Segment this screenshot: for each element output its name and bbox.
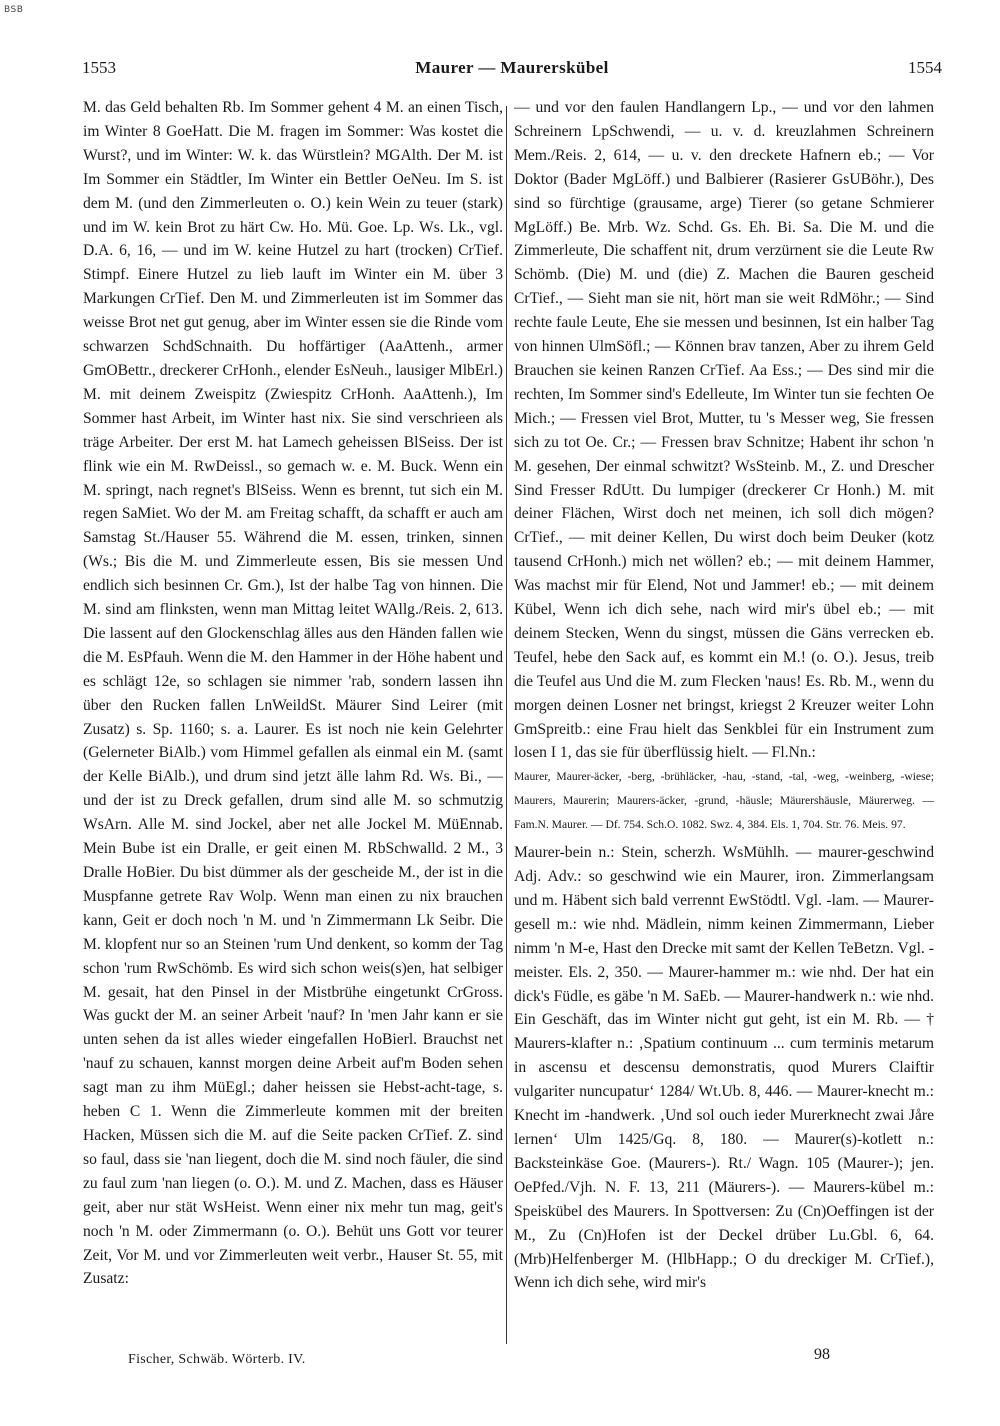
- column-text: — und vor den faulen Handlangern Lp., — und vor den lahmen Schreinern LpSchwendi, — u. v. d. kreuzlahmen Schreinern Mem./Reis. 2, 614, — u. v. den dreckete Hafnern eb.; — Vor Doktor (Bader MgLöff.) und Balbierer (Rasierer GsUBöhr.), Des sind so fürchtige (grausame, arge) Tierer (so getane Schmierer MgLöff.) Be. Mrb. Wz. Schd. Gs. Eh. Bi. Sa. Die M. und die Zimmerleute, Die schaffent nit, drum verzürnent sie die Leute Rw Schömb. (Die) M. und (die) Z. Machen die Bauren gescheid CrTief., — Sieht man sie nit, hört man sie weit RdMöhr.; — Sind rechte faule Leute, Ehe sie messen und besinnen, Ist ein halber Tag von hinnen UlmSöfl.; — Können brav tanzen, Aber zu ihrem Geld Brauchen sie keinen Ranzen CrTief. Aa Ess.; — Des sind mir die rechten, Im Sommer sind's Edelleute, Im Winter tun sie fechten Oe Mich.; — Fressen viel Brot, Mutter, tu 's Messer weg, Sie fressen sich zu tot Oe. Cr.; — Fressen brav Schnitze; Habent ihr schon 'n M. gesehen, Der einmal schwitzt? WsSteinb. M., Z. und Drescher Sind Fresser RdUtt. Du lumpiger (dreckerer Cr Honh.) M. mit deiner Flächen, Wirst doch net meinen, ich soll dich mögen? CrTief., — mit deiner Kellen, Du wirst doch beim Deuker (kotz tausend CrHonh.) mich net wöllen? eb.; — mit deinem Hammer, Was machst mir für Elend, Not und Jammer! eb.; — mit deinem Kübel, Wenn ich dich sehe, nach wird mir's übel eb.; — mit deinem Stecken, Wenn du singst, müssen die Gäns verrecken eb. Teufel, hebe den Sack auf, es kommt ein M.! (o. O.). Jesus, treib die Teufel aus Und die M. zum Flecken 'naus! Es. Rb. M., wenn du morgen deinen Losner net bringst, kriegst 2 Kreuzer weiter Lohn GmSpreitb.: eine Frau hielt das Senkblei für ein Instrument zum losen I 1, das sie für überflüssig hielt. — Fl.Nn.:: [514, 99, 934, 762]
- left-page-number: 1553: [82, 58, 116, 77]
- library-stamp: BSB: [4, 5, 24, 15]
- column-divider: [506, 106, 507, 1344]
- left-column: [83, 96, 503, 1291]
- running-title: Maurer — Maurerskübel: [415, 58, 609, 77]
- printer-signature: Fischer, Schwäb. Wörterb. IV.: [128, 1352, 306, 1367]
- sheet-number: 98: [814, 1346, 830, 1363]
- references-text: Maurer, Maurer-äcker, -berg, -brühläcker, -hau, -stand, -tal, -weg, -weinberg, -wiese; Maurers, Maurerin; Maurers-äcker, -grund, -häusle; Mäurershäusle, Mäurerweg. — Fam.N. Maurer. — Df. 754. Sch.O. 1082. Swz. 4, 384. Els. 1, 704. Str. 76. Meis. 97.: [514, 770, 934, 832]
- column-text: M. das Geld behalten Rb. Im Sommer gehent 4 M. an einen Tisch, im Winter 8 GoeHatt. Die M. fragen im Sommer: Was kostet die Wurst?, und im Winter: W. k. das Würstlein? MGAlth. Der M. ist Im Sommer ein Städtler, Im Winter ein Bettler OeNeu. Im S. ist dem M. (und den Zimmerleuten o. O.) kein Wein zu teuer (stark) und im W. kein Brot zu härt Cw. Ho. Mü. Goe. Lp. Ws. Lk., vgl. D.A. 6, 16, — und im W. keine Hutzel zu hart (trocken) CrTief. Stimpf. Einere Hutzel zu lieb lauft im Winter ein M. über 3 Markungen CrTief. Den M. und Zimmerleuten ist im Sommer das weisse Brot net gut genug, aber im Winter essen sie die Rinde vom schwarzen SchdSchnaith. Du hoffärtiger (AaAttenh., armer GmOBettr., dreckerer CrHonh., elender EsNeuh., lausiger MlbErl.) M. mit deinem Zweispitz (Zwiespitz CrHonh. AaAttenh.), Im Sommer hast Arbeit, im Winter hast nix. Sie sind verschrieen als träge Arbeiter. Der erst M. hat Lamech geheissen BlSeiss. Der ist flink wie ein M. RwDeissl., so gemach w. e. M. Buck. Wenn ein M. springt, nach regnet's BlSeiss. Wenn es brennt, tut sich ein M. regen SaMiet. Wo der M. am Freitag schafft, da schafft er auch am Samstag St./Hauser 55. Während die M. essen, trinken, sinnen (Ws.; Bis die M. und Zimmerleute essen, Bis sie messen Und endlich sich besinnen Cr. Gm.), Ist der halbe Tag von hinnen. Die M. sind am flinksten, wenn man Mittag leitet WAllg./Reis. 2, 613. Die lassent auf den Glockenschlag älles aus den Händen fallen wie die M. EsPfauh. Wenn die M. den Hammer in der Höhe habent und es schlägt 12e, so schlagen sie nimmer 'rab, sondern lassen ihn über den Rucken fallen LnWeildSt. Mäurer Sind Leirer (mit Zusatz) s. Sp. 1160; s. a. Laurer. Es ist noch nie kein Gelehrter (Gelerneter BiAlb.) vom Himmel gefallen als einmal ein M. (samt der Kelle BiAlb.), und drum sind jetzt älle lahm Rd. Ws. Bi., — und der ist zu Dreck gefallen, drum sind alle M. so schmutzig WsArn. Alle M. sind Jockel, aber net alle Jockel M. MüEnnab. Mein Bube ist ein Dralle, er geit einen M. RbSchwalld. 2 M., 3 Dralle HoBier. Du bist dümmer als der gescheide M., der ist in die Muspfanne getrete Rav Wolp. Wenn man einen zu nix brauchen kann, Geit er doch noch 'n M. und 'n Zimmermann Lk Seibr. Die M. klopfent nur so an Steinen 'rum Und denkent, so komm der Tag schon 'rum RwSchömb. Es wird sich schon weis(s)en, hat selbiger M. gesait, hat den Pinsel in der Mistbrühe eingetunkt CrGross. Was guckt der M. an seiner Arbeit 'nauf? In 'men Jahr kann er sie unten sehen da ist alles wieder eingefallen HoBierl. Brauchst net 'nauf zu schauen, kannst morgen deine Arbeit auf'm Boden sehen sagt man zu ihm MüEgl.; daher heissen sie Hebst-acht-tage, s. heben C 1. Wenn die Zimmerleute kommen mit der breiten Hacken, Müssen sich die M. auf die Seite packen CrTief. Z. sind so faul, dass sie 'nan liegent, doch die M. sind noch fäuler, die sind zu faul zum 'nan liegen (o. O.). M. und Z. Machen, dass es Häuser geit, aber nur stät WsHeist. Wenn einer nix mehr tun mag, geit's noch 'n M. oder Zimmermann (o. O.). Behüt uns Gott vor teurer Zeit, Vor M. und vor Zimmerleuten weit verbr., Hauser St. 55, mit Zusatz:: [83, 99, 503, 1288]
- right-column: [514, 96, 934, 1295]
- right-page-number: 1554: [908, 58, 942, 77]
- dictionary-entries: Maurer-bein n.: Stein, scherzh. WsMühlh. — maurer-geschwind Adj. Adv.: so geschwind wie ein Maurer, iron. Zimmerlangsam und m. Häbent sich bald verrennt EwStödtl. Vgl. -lam. — Maurer-gesell m.: wie nhd. Mädlein, nimm keinen Zimmermann, Lieber nimm 'n M-e, Hast den Drecke mit samt der Kellen TeBetzn. Vgl. -meister. Els. 2, 350. — Maurer-hammer m.: wie nhd. Der hat ein dick's Füdle, es gäbe 'n M. SaEb. — Maurer-handwerk n.: wie nhd. Ein Geschäft, das im Winter nicht gut geht, ist ein M. Rb. — † Maurers-klafter n.: ‚Spatium continuum ... cum terminis metarum in ascensu et descensu demonstratis, quod Murers Claiftir vulgariter nuncupatur‘ 1284/ Wt.Ub. 8, 446. — Maurer-knecht m.: Knecht im -handwerk. ‚Und sol ouch ieder Murerknecht zwai Jåre lernen‘ Ulm 1425/Gq. 8, 180. — Maurer(s)-kotlett n.: Backsteinkäse Goe. (Maurers-). Rt./ Wagn. 105 (Maurer-); jen. OePfed./Vjh. N. F. 13, 211 (Mäurers-). — Maurers-kübel m.: Speiskübel des Maurers. In Spottversen: Zu (Cn)Oeffingen ist der M., Zu (Cn)Hofen ist der Deckel drüber Lu.Gbl. 6, 64. (Mrb)Helfenberger M. (HlbHapp.; O du dreckiger M. CrTief.), Wenn ich dich sehe, wird mir's: [514, 844, 934, 1292]
- page-header: [82, 58, 942, 88]
